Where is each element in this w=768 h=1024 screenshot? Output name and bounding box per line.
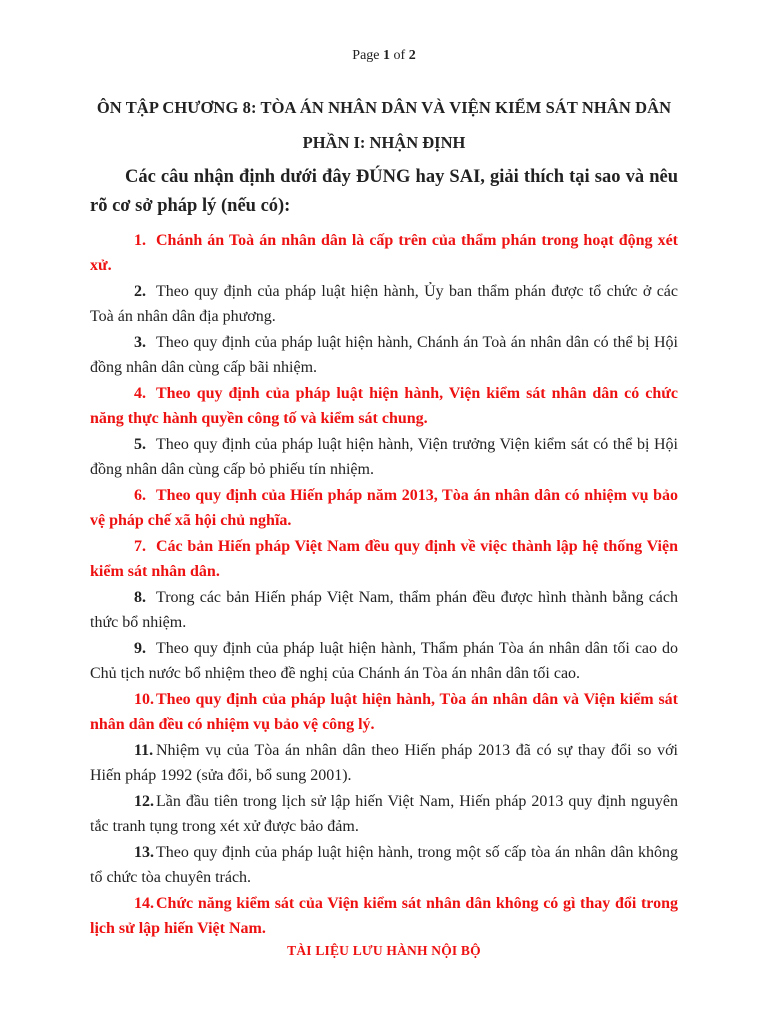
statement-number: 5. xyxy=(134,436,146,453)
statement-number: 3. xyxy=(134,334,146,351)
statement-number: 7. xyxy=(134,538,146,555)
statement-text: Theo quy định của pháp luật hiện hành, Thẩm phán Tòa án nhân dân tối cao do Chủ tịch nước bổ nhiệm theo đề nghị của Chánh án Tòa án nhân dân tối cao. xyxy=(90,640,678,682)
statement-item xyxy=(90,228,678,278)
statement-item xyxy=(90,840,678,890)
page-prefix: Page xyxy=(352,48,384,63)
statement-text: Theo quy định của pháp luật hiện hành, trong một số cấp tòa án nhân dân không tổ chức tòa chuyên trách. xyxy=(90,844,678,886)
statement-number: 13. xyxy=(134,844,154,861)
statement-text: Nhiệm vụ của Tòa án nhân dân theo Hiến pháp 2013 đã có sự thay đổi so với Hiến pháp 1992 (sửa đổi, bổ sung 2001). xyxy=(90,742,678,784)
document-title: ÔN TẬP CHƯƠNG 8: TÒA ÁN NHÂN DÂN VÀ VIỆN KIỂM SÁT NHÂN DÂN xyxy=(96,98,672,117)
statement-text: Trong các bản Hiến pháp Việt Nam, thẩm phán đều được hình thành bằng cách thức bổ nhiệm. xyxy=(90,589,678,631)
statement-text: Theo quy định của pháp luật hiện hành, Viện trưởng Viện kiểm sát có thể bị Hội đồng nhân dân cùng cấp bỏ phiếu tín nhiệm. xyxy=(90,436,678,478)
statement-item xyxy=(90,432,678,482)
statement-item xyxy=(90,330,678,380)
section-heading: PHẦN I: NHẬN ĐỊNH xyxy=(302,133,466,152)
statement-number: 14. xyxy=(134,895,154,912)
statement-item xyxy=(90,738,678,788)
statement-item xyxy=(90,789,678,839)
statement-item xyxy=(90,636,678,686)
statement-item xyxy=(90,534,678,584)
statement-number: 11. xyxy=(134,742,154,759)
statement-number: 9. xyxy=(134,640,146,657)
statement-number: 8. xyxy=(134,589,146,606)
statement-text: Chức năng kiểm sát của Viện kiểm sát nhân dân không có gì thay đổi trong lịch sử lập hiến Việt Nam. xyxy=(90,895,678,937)
statement-item xyxy=(90,891,678,941)
statement-text: Theo quy định của Hiến pháp năm 2013, Tòa án nhân dân có nhiệm vụ bảo vệ pháp chế xã hội chủ nghĩa. xyxy=(90,487,678,529)
page-total: 2 xyxy=(408,48,416,63)
statement-text: Chánh án Toà án nhân dân là cấp trên của thẩm phán trong hoạt động xét xử. xyxy=(90,232,678,274)
statement-item xyxy=(90,483,678,533)
statement-item xyxy=(90,687,678,737)
statement-number: 4. xyxy=(134,385,146,402)
page-of: of xyxy=(390,48,409,63)
statement-number: 2. xyxy=(134,283,146,300)
statement-number: 10. xyxy=(134,691,154,708)
page-number xyxy=(90,0,678,68)
statement-number: 1. xyxy=(134,232,146,249)
statement-text: Theo quy định của pháp luật hiện hành, Viện kiểm sát nhân dân có chức năng thực hành quyền công tố và kiểm sát chung. xyxy=(90,385,678,427)
statement-text: Lần đầu tiên trong lịch sử lập hiến Việt Nam, Hiến pháp 2013 quy định nguyên tắc tranh tụng trong xét xử được bảo đảm. xyxy=(90,793,678,835)
statement-text: Theo quy định của pháp luật hiện hành, Ủy ban thẩm phán được tổ chức ở các Toà án nhân dân địa phương. xyxy=(90,283,678,325)
statement-text: Theo quy định của pháp luật hiện hành, Tòa án nhân dân và Viện kiểm sát nhân dân đều có nhiệm vụ bảo vệ công lý. xyxy=(90,691,678,733)
statement-item xyxy=(90,381,678,431)
statement-item xyxy=(90,585,678,635)
statement-text: Các bản Hiến pháp Việt Nam đều quy định về việc thành lập hệ thống Viện kiểm sát nhân dân. xyxy=(90,538,678,580)
statement-item xyxy=(90,279,678,329)
page-current: 1 xyxy=(383,48,391,63)
statement-list xyxy=(90,228,678,941)
intro-paragraph: Các câu nhận định dưới đây ĐÚNG hay SAI, giải thích tại sao và nêu rõ cơ sở pháp lý (nếu có): xyxy=(90,167,678,216)
statement-number: 12. xyxy=(134,793,154,810)
footer-note: TÀI LIỆU LƯU HÀNH NỘI BỘ xyxy=(287,943,481,958)
statement-number: 6. xyxy=(134,487,146,504)
statement-text: Theo quy định của pháp luật hiện hành, Chánh án Toà án nhân dân có thể bị Hội đồng nhân dân cùng cấp bãi nhiệm. xyxy=(90,334,678,376)
